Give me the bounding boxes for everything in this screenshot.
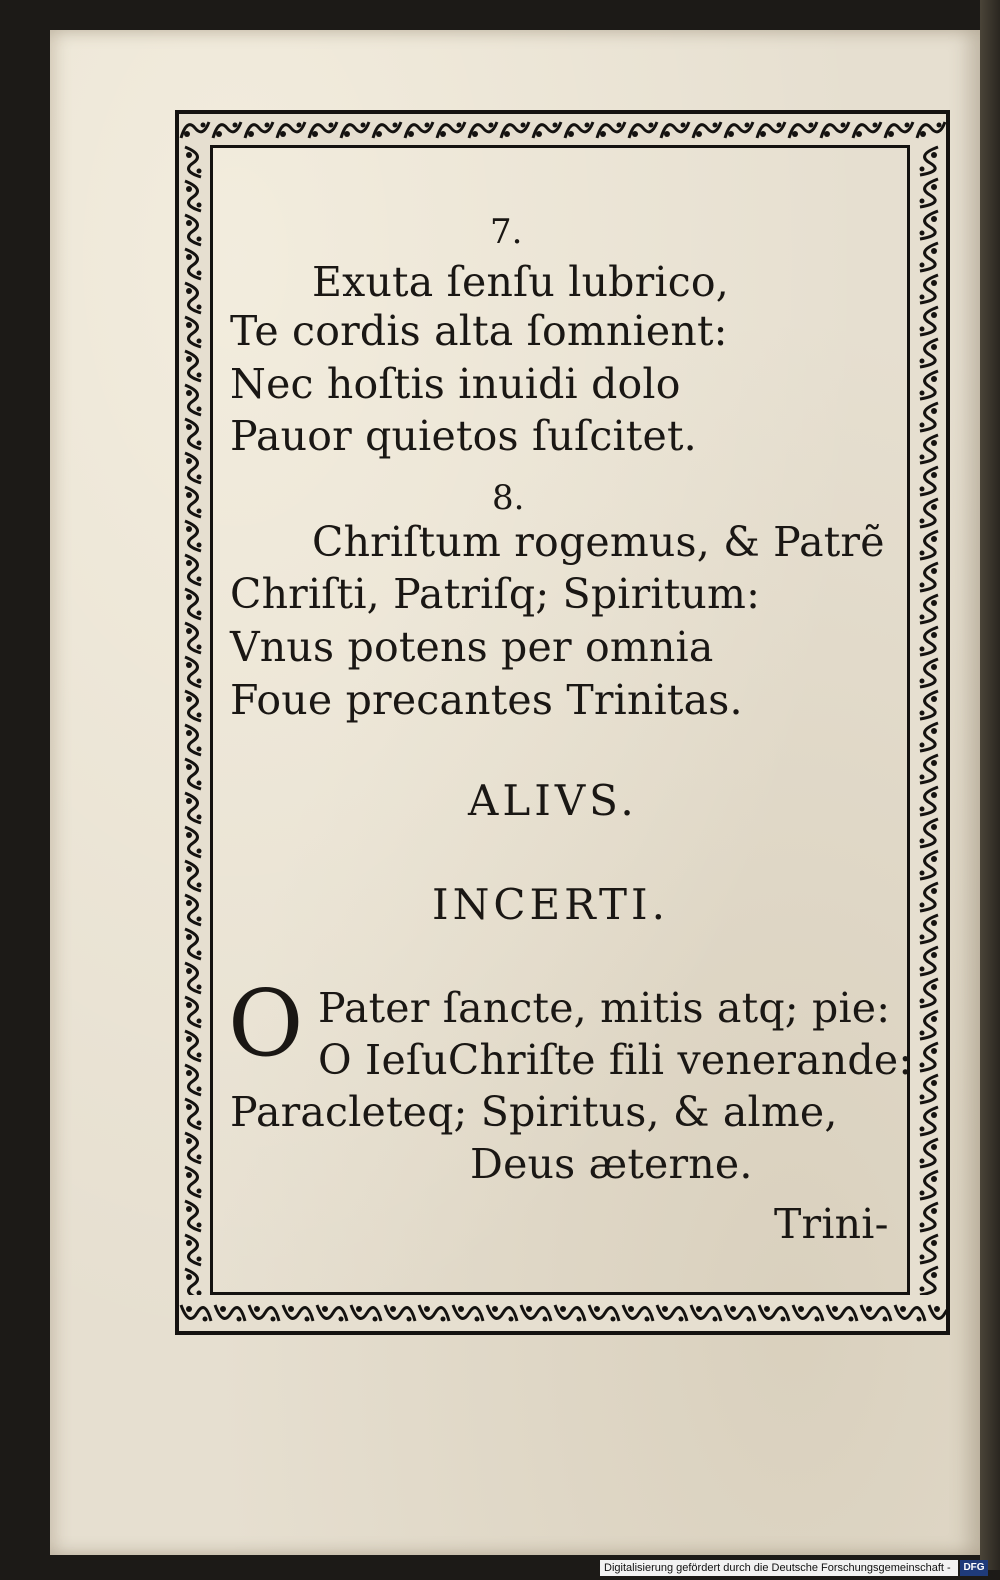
stanza7-line-4: Pauor quietos ſuſcitet.: [230, 412, 697, 460]
stanza8-line-1: Chriſtum rogemus, & Patrẽ: [312, 518, 885, 566]
hymn-line-4: Deus æterne.: [470, 1140, 753, 1188]
drop-cap: O: [228, 970, 304, 1077]
border-left-band: [179, 145, 210, 1295]
stanza7-line-2: Te cordis alta ſomnient:: [230, 307, 728, 355]
stanza8-line-4: Foue precantes Trinitas.: [230, 676, 743, 724]
page-edge: [980, 0, 1000, 1570]
heading-alius: ALIVS.: [468, 776, 638, 825]
stanza7-line-3: Nec hoſtis inuidi dolo: [230, 360, 681, 408]
hymn-line-2: O IeſuChriſte fili venerande:: [318, 1036, 913, 1084]
border-top-band: [179, 114, 946, 145]
catchword: Trini-: [774, 1200, 889, 1248]
border-right-band: [910, 145, 946, 1295]
hymn-line-3: Paracleteq; Spiritus, & alme,: [230, 1088, 838, 1136]
hymn-line-1: Pater ſancte, mitis atq; pie:: [318, 984, 891, 1032]
stanza7-line-1: Exuta ſenſu lubrico,: [312, 258, 730, 306]
stanza-number-8: 8.: [492, 478, 525, 518]
dfg-logo: DFG: [960, 1560, 988, 1576]
border-bottom-band: [179, 1295, 946, 1331]
digitization-credit: Digitalisierung gefördert durch die Deutsche Forschungsgemeinschaft -: [600, 1560, 958, 1576]
stanza8-line-3: Vnus potens per omnia: [230, 623, 714, 671]
stanza-number-7: 7.: [490, 212, 523, 252]
heading-incerti: INCERTI.: [432, 880, 669, 929]
stanza8-line-2: Chriſti, Patriſq; Spiritum:: [230, 570, 761, 618]
